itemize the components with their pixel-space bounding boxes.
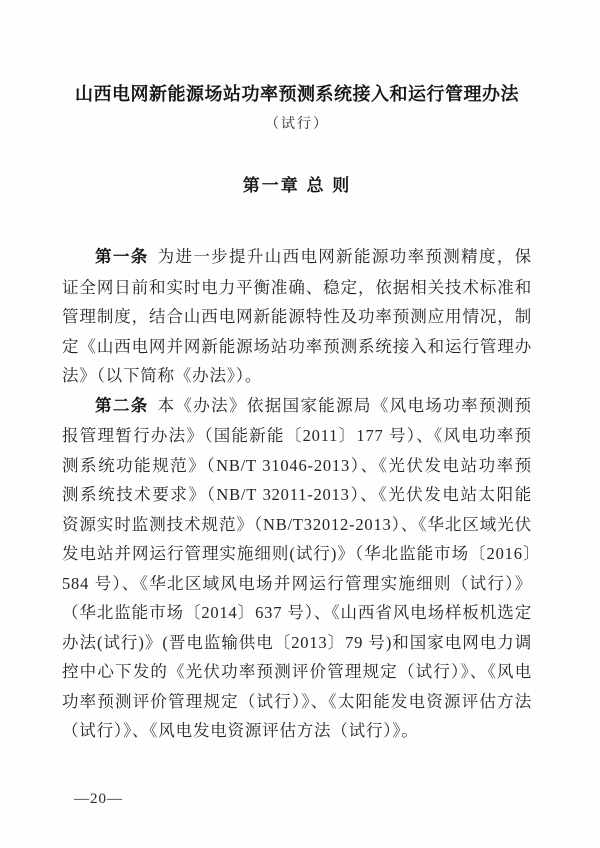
page-number: —20— — [74, 791, 123, 807]
article-1-number: 第一条 — [95, 248, 149, 266]
chapter-heading: 第一章 总 则 — [242, 176, 352, 195]
document-title: 山西电网新能源场站功率预测系统接入和运行管理办法 — [75, 84, 519, 104]
article-2-number: 第二条 — [95, 396, 149, 415]
document-body — [62, 242, 532, 746]
article-2-paragraph — [62, 391, 532, 746]
article-1-text: 为进一步提升山西电网新能源功率预测精度，保证全网日前和实时电力平衡准确、稳定，依据相关技术标准和管理制度，结合山西电网新能源特性及功率预测应用情况，制定《山西电网并网新能源场站功率预测系统接入和运行管理办法》（以下简称《办法》）。 — [62, 247, 532, 385]
document-content — [62, 0, 532, 746]
document-subtitle: （试行） — [265, 117, 329, 132]
article-2-text: 本《办法》依据国家能源局《风电场功率预测预报管理暂行办法》（国能新能〔2011〕177 号）、《风电功率预测系统功能规范》（NB/T 31046-2013）、《光伏发电站功率预测系统技术要求》（NB/T 32011-2013）、《光伏发电站太阳能资源实时监测技术规范》（NB/T32012-2013）、《华北区域光伏发电站并网运行管理实施细则(试行)》（华北监能市场〔2016〕584 号）、《华北区域风电场并网运行管理实施细则（试行）》（华北监能市场〔2014〕637 号）、《山西省风电场样板机选定办法(试行)》(晋电监输供电〔2013〕79 号)和国家电网电力调控中心下发的《光伏功率预测评价管理规定（试行）》、《风电功率预测评价管理规定（试行）》、《太阳能发电资源评估方法（试行）》、《风电发电资源评估方法（试行）》。 — [62, 395, 532, 740]
article-1-paragraph — [62, 242, 532, 391]
